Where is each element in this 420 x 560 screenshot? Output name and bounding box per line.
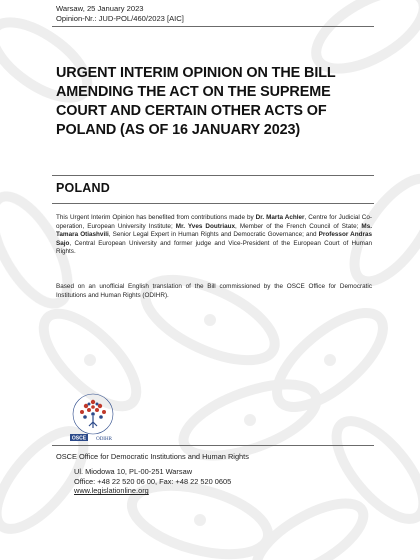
phone-fax: Office: +48 22 520 06 00, Fax: +48 22 520 0605 [74,476,232,486]
contributor-name-1: Dr. Marta Achler [255,214,305,221]
address-block [74,467,231,496]
document-title: URGENT INTERIM OPINION ON THE BILL AMENDING THE ACT ON THE SUPREME COURT AND CERTAIN OTHER ACTS OF POLAND (AS OF 16 JANUARY 2023) [56,65,336,138]
contrib-text-1: This Urgent Interim Opinion has benefited from contributions made by [56,214,256,221]
date-line: Warsaw, 25 January 2023 [56,4,144,13]
logo-osce-text: OSCE [71,435,87,442]
osce-odihr-logo [60,390,126,446]
organization-name: OSCE Office for Democratic Institutions and Human Rights [56,452,249,461]
header-rule [52,26,374,27]
contributor-name-2: Mr. Yves Doutriaux [175,222,236,230]
footer-rule [52,445,374,446]
contrib-text-5: , Central European University and former judge and Vice-President of the European Court of Human Rights. [56,239,372,256]
country-rule-bottom [52,203,374,204]
country-heading: POLAND [56,181,110,195]
contributions-paragraph [56,214,372,257]
contrib-text-2: , Centre for Judicial Co-operation, European University Institute; [56,214,373,230]
contrib-text-3: , Member of the French Council of State; [235,222,362,230]
contributor-name-3: Ms. Tamara Otiashvili [56,222,372,239]
country-rule-top [52,175,374,176]
opinion-number: Opinion-Nr.: JUD-POL/460/2023 [AIC] [56,14,184,23]
translation-note: Based on an unofficial English translation of the Bill commissioned by the OSCE Office for Democratic Institutions and Human Rights (ODIHR). [56,283,372,299]
logo-odihr-text: ODIHR [96,437,112,442]
document-header [56,4,184,24]
contrib-text-4: , Senior Legal Expert in Human Rights and Democratic Governance; and [108,231,319,239]
contributor-name-4: Professor Andras Sajo [56,231,373,247]
website-link[interactable]: www.legislationline.org [74,486,149,496]
street-address: Ul. Miodowa 10, PL-00-251 Warsaw [74,467,193,476]
